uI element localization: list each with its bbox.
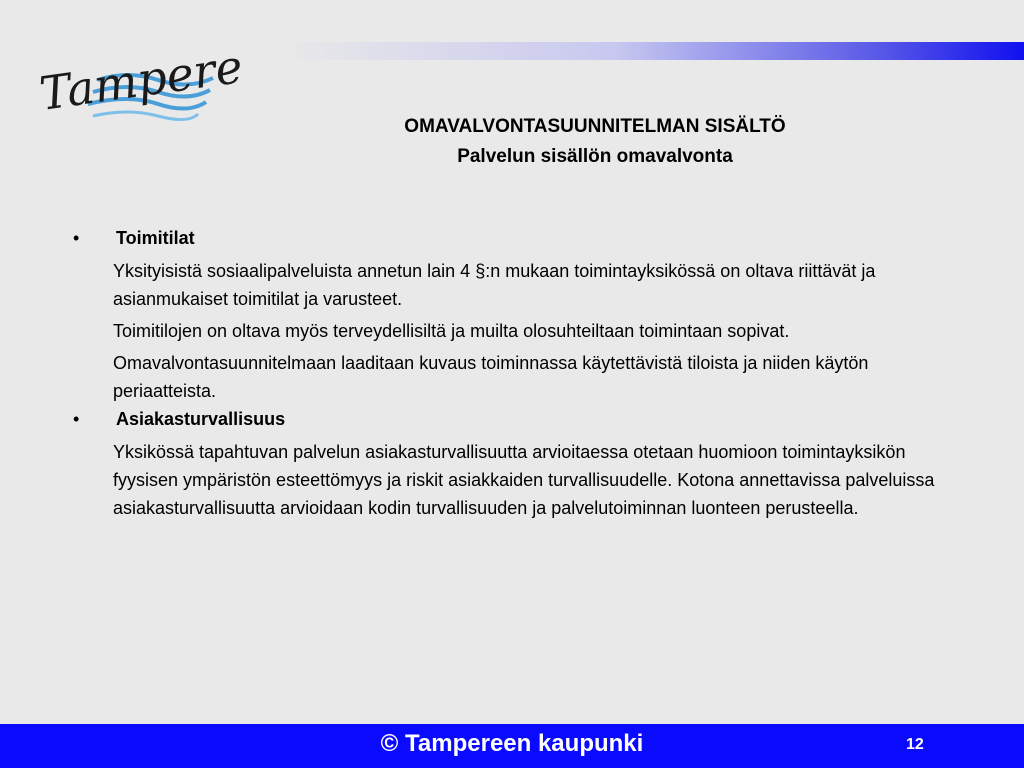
section-heading: Asiakasturvallisuus — [116, 409, 286, 429]
section-toimitilat — [70, 228, 950, 405]
bullet-icon: • — [73, 228, 80, 248]
title-line-1: OMAVALVONTASUUNNITELMAN SISÄLTÖ — [404, 116, 786, 137]
footer-copyright: © Tampereen kaupunki — [380, 730, 644, 757]
paragraph: Yksikössä tapahtuvan palvelun asiakasturvallisuutta arvioitaessa otetaan huomioon toimintayksikön fyysisen ympäristön esteettömyys ja riskit asiakkaiden turvallisuudelle. Kotona annettavissa palveluissa asiakasturvallisuutta arvioidaan kodin turvallisuuden ja palvelutoiminnan luonteen perusteella. — [113, 442, 935, 518]
paragraph: Yksityisistä sosiaalipalveluista annetun lain 4 §:n mukaan toimintayksikössä on oltava riittävät ja asianmukaiset toimitilat ja varusteet. — [113, 261, 876, 309]
paragraph: Omavalvontasuunnitelmaan laaditaan kuvaus toiminnassa käytettävistä tiloista ja niiden käytön periaatteista. — [113, 353, 869, 401]
slide-title — [280, 112, 910, 172]
logo-text: Tampere — [36, 38, 246, 121]
section-asiakasturvallisuus — [70, 409, 950, 522]
paragraph: Toimitilojen on oltava myös terveydellisiltä ja muilta olosuhteiltaan toimintaan sopivat. — [113, 321, 790, 341]
slide-content — [70, 228, 950, 526]
footer-bar — [0, 724, 1024, 768]
tampere-logo — [36, 38, 246, 135]
section-heading: Toimitilat — [116, 228, 195, 248]
title-line-2: Palvelun sisällön omavalvonta — [457, 146, 733, 167]
bullet-icon: • — [73, 409, 80, 429]
header-gradient-bar — [280, 42, 1024, 60]
page-number: 12 — [906, 736, 924, 753]
